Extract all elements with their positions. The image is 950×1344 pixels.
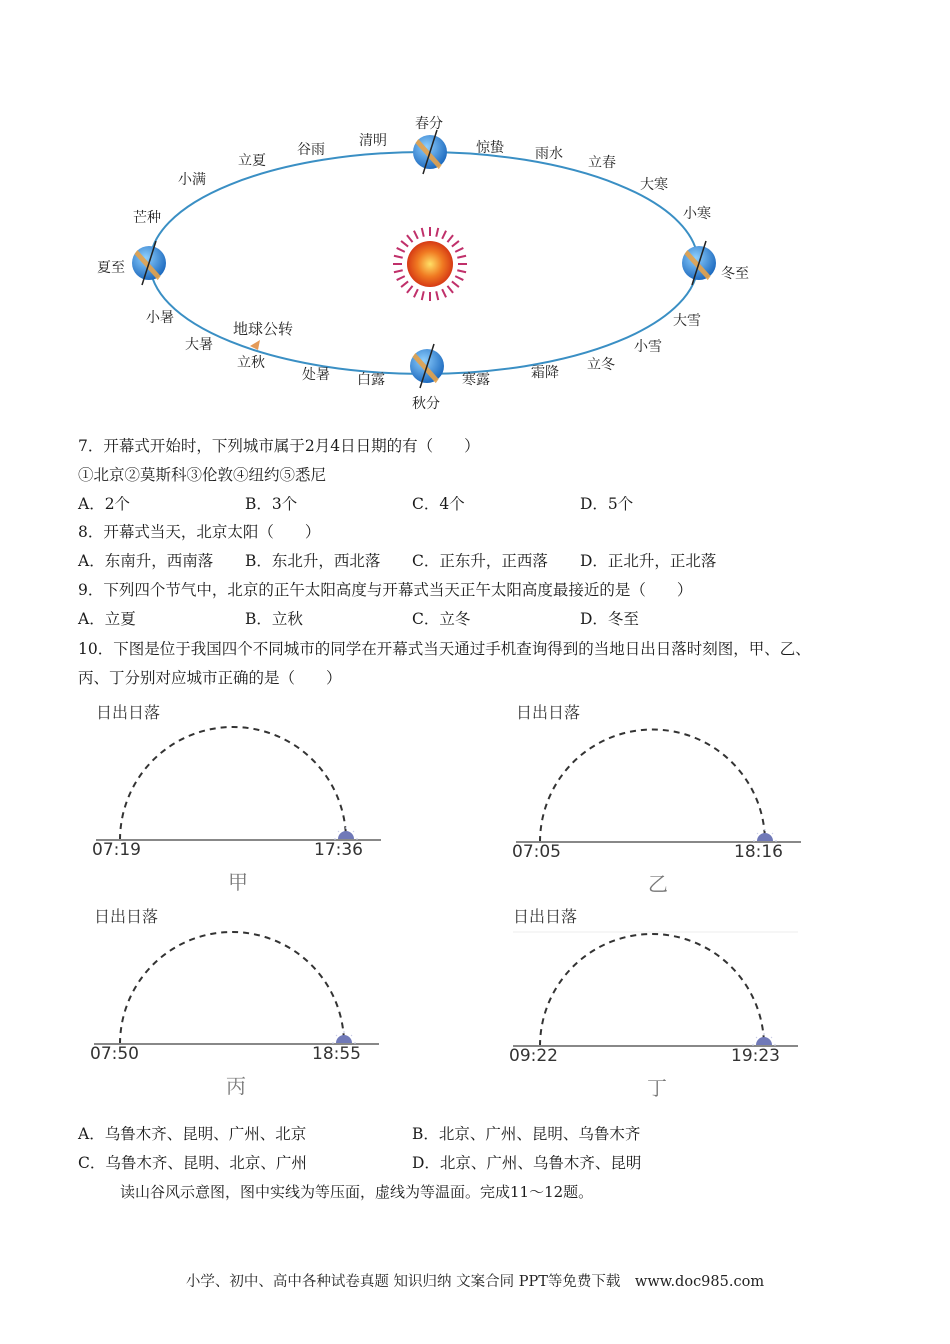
term-yushui: 雨水	[535, 146, 563, 162]
term-xiaoman: 小满	[178, 172, 206, 188]
term-lixia: 立夏	[238, 153, 266, 169]
sun-ray	[422, 228, 424, 237]
term-dongzhi: 冬至	[721, 266, 749, 282]
term-qingming: 清明	[359, 133, 387, 149]
q9-option-a: A．立夏	[78, 610, 136, 628]
sun-ray	[452, 281, 459, 287]
term-chunfen: 春分	[415, 116, 443, 132]
term-mangzhong: 芒种	[133, 210, 161, 226]
chart-label: 丙	[226, 1074, 246, 1098]
sun-ray	[394, 256, 403, 258]
sun-path-arc	[540, 934, 764, 1046]
sun-ray	[407, 286, 413, 293]
earth-icon-summer	[130, 241, 166, 285]
revolution-label: 地球公转	[233, 320, 294, 338]
sun-icon	[753, 829, 777, 841]
sun-chart-title: 日出日落	[96, 703, 161, 722]
term-xiaohan: 小寒	[683, 206, 711, 222]
term-bailu: 白露	[357, 372, 385, 388]
footer-text: 小学、初中、高中各种试卷真题 知识归纳 文案合同 PPT等免费下载 www.doc985.com	[185, 1274, 765, 1290]
term-xiazhi: 夏至	[97, 260, 125, 276]
sun-ray	[457, 270, 466, 272]
q10-stem-line2: 丙、丁分别对应城市正确的是（ ）	[78, 669, 342, 687]
q8-option-a: A．东南升，西南落	[78, 552, 214, 570]
q10-option-a: A．乌鲁木齐、昆明、广州、北京	[78, 1125, 307, 1143]
sun-icon	[752, 1033, 776, 1045]
q9-option-c: C．立冬	[412, 610, 471, 628]
earth-icon-winter	[680, 241, 716, 285]
sunset-time: 18:55	[312, 1044, 361, 1064]
sun-ray	[414, 231, 418, 239]
sun-chart-title: 日出日落	[516, 703, 581, 722]
chart-label: 丁	[647, 1076, 667, 1100]
q8-stem: 8．开幕式当天，北京太阳（ ）	[78, 523, 321, 541]
q7-option-a: A．2个	[78, 495, 131, 513]
q10-option-b: B．北京、广州、昆明、乌鲁木齐	[412, 1125, 641, 1143]
term-guyu: 谷雨	[297, 142, 325, 158]
sun-ray	[455, 248, 463, 252]
sunrise-time: 07:05	[512, 842, 561, 862]
sunrise-time: 07:50	[90, 1044, 139, 1064]
sun-ray	[455, 276, 463, 280]
sun-path-arc	[120, 727, 346, 840]
term-liqiu: 立秋	[237, 355, 265, 371]
term-xiaoshu: 小暑	[146, 310, 174, 326]
sun-ray	[447, 235, 453, 242]
orbit-diagram	[0, 0, 950, 420]
sun-ray	[401, 241, 408, 247]
sun-chart-jia	[92, 700, 396, 894]
chart-label: 乙	[648, 872, 668, 896]
sun-icon	[332, 1031, 356, 1043]
sun-path-arc	[540, 730, 765, 843]
q10-option-c: C．乌鲁木齐、昆明、北京、广州	[78, 1154, 307, 1172]
q9-stem: 9．下列四个节气中，北京的正午太阳高度与开幕式当天正午太阳高度最接近的是（ ）	[78, 581, 693, 599]
sun-ray	[397, 248, 405, 252]
term-qiufen: 秋分	[412, 396, 440, 412]
q10-stem-line1: 10．下图是位于我国四个不同城市的同学在开幕式当天通过手机查询得到的当地日出日落时刻图，甲、乙、	[78, 640, 811, 658]
sun-ray	[414, 289, 418, 297]
q7-option-d: D．5个	[580, 495, 634, 513]
sun-ray	[397, 276, 405, 280]
term-chushu: 处暑	[302, 367, 330, 383]
q10-option-d: D．北京、广州、乌鲁木齐、昆明	[412, 1154, 642, 1172]
sun-chart-ding	[509, 904, 813, 1100]
sun-ray	[442, 231, 446, 239]
sun-ray	[447, 286, 453, 293]
sun-ray	[442, 289, 446, 297]
sun-ray	[394, 270, 403, 272]
q8-option-b: B．东北升，西北落	[245, 552, 381, 570]
q7-option-c: C．4个	[412, 495, 465, 513]
sun-icon	[334, 827, 358, 839]
sun-icon	[393, 227, 467, 301]
sun-ray	[401, 281, 408, 287]
sunrise-time: 07:19	[92, 840, 141, 860]
term-lichun: 立春	[588, 155, 616, 171]
q7-items: ①北京②莫斯科③伦敦④纽约⑤悉尼	[78, 466, 327, 484]
q9-option-d: D．冬至	[580, 610, 639, 628]
sun-ray	[436, 228, 438, 237]
sun-ray	[422, 291, 424, 300]
term-xiaoxue: 小雪	[634, 339, 662, 355]
q8-option-c: C．正东升，正西落	[412, 552, 548, 570]
earth-icon-spring	[411, 130, 447, 174]
chart-label: 甲	[228, 870, 248, 894]
sunset-time: 18:16	[734, 842, 783, 862]
sun-chart-title: 日出日落	[94, 907, 159, 926]
q9-option-b: B．立秋	[245, 610, 303, 628]
sun-chart-yi	[512, 700, 816, 896]
sun-ray	[452, 241, 459, 247]
sun-chart-bing	[90, 904, 394, 1098]
term-dahan: 大寒	[640, 177, 668, 193]
term-daxue: 大雪	[673, 313, 701, 329]
q8-option-d: D．正北升，正北落	[580, 552, 717, 570]
term-dashu: 大暑	[185, 337, 213, 353]
intro-11-12: 读山谷风示意图，图中实线为等压面，虚线为等温面。完成11～12题。	[120, 1183, 594, 1201]
sun-ray	[436, 291, 438, 300]
term-jingzhe: 惊蛰	[476, 140, 504, 156]
term-lidong: 立冬	[587, 357, 615, 373]
sun-ray	[407, 235, 413, 242]
term-hanlu: 寒露	[462, 372, 490, 388]
term-shuangjiang: 霜降	[531, 365, 559, 381]
sun-chart-title: 日出日落	[513, 907, 578, 926]
sunrise-time: 09:22	[509, 1046, 558, 1066]
q7-stem: 7．开幕式开始时，下列城市属于2月4日日期的有（ ）	[78, 437, 480, 455]
sunset-time: 19:23	[731, 1046, 780, 1066]
sun-path-arc	[120, 932, 344, 1044]
q7-option-b: B．3个	[245, 495, 298, 513]
sun-ray	[457, 256, 466, 258]
sunset-time: 17:36	[314, 840, 363, 860]
earth-icon-autumn	[408, 344, 444, 388]
